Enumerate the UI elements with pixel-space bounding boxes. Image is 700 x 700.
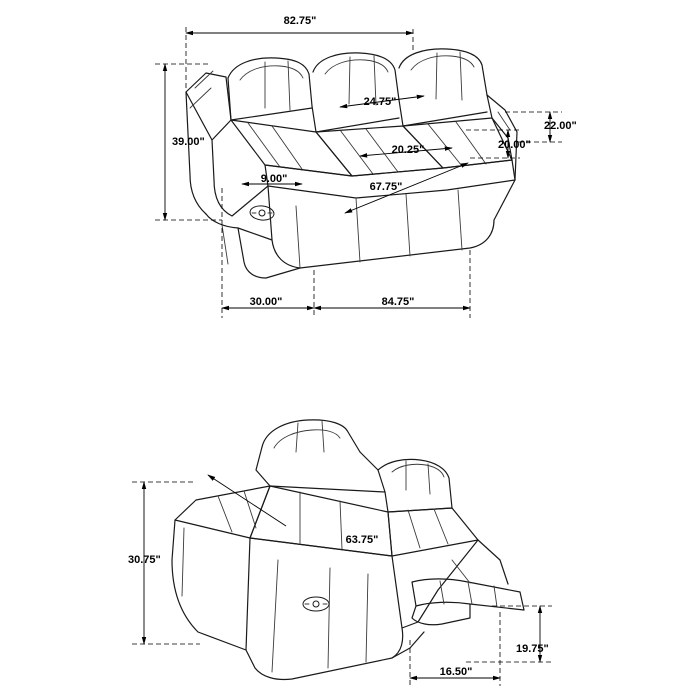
dim-label-22-00: 22.00" [544, 120, 577, 132]
dim-label-63-75: 63.75" [345, 534, 379, 546]
dim-label-24-75: 24.75" [363, 96, 397, 108]
dim-84-75 [314, 250, 470, 318]
dim-63-75 [208, 475, 378, 546]
dim-19-75 [466, 606, 552, 662]
dim-82-75 [186, 15, 413, 88]
dim-label-84-75: 84.75" [381, 296, 415, 308]
dim-16-50 [410, 612, 500, 686]
dim-label-30-75: 30.75" [128, 554, 161, 566]
dim-22-00 [505, 112, 577, 142]
dim-label-30-00: 30.00" [249, 296, 283, 308]
dim-9-00 [242, 173, 302, 185]
dim-20-25 [360, 144, 452, 156]
sofa-reclined-view-drawing [172, 420, 524, 680]
dim-label-67-75: 67.75" [369, 181, 403, 193]
dim-24-75 [340, 96, 424, 108]
dim-label-16-50: 16.50" [439, 666, 473, 678]
dim-label-20-00: 20.00" [498, 139, 531, 151]
dim-label-9-00: 9.00" [260, 173, 288, 185]
dim-label-39-00: 39.00" [172, 136, 205, 148]
dim-label-20-25: 20.25" [391, 144, 425, 156]
dim-label-19-75: 19.75" [516, 643, 549, 655]
dim-label-82-75: 82.75" [283, 15, 317, 27]
dim-20-00 [466, 130, 531, 158]
